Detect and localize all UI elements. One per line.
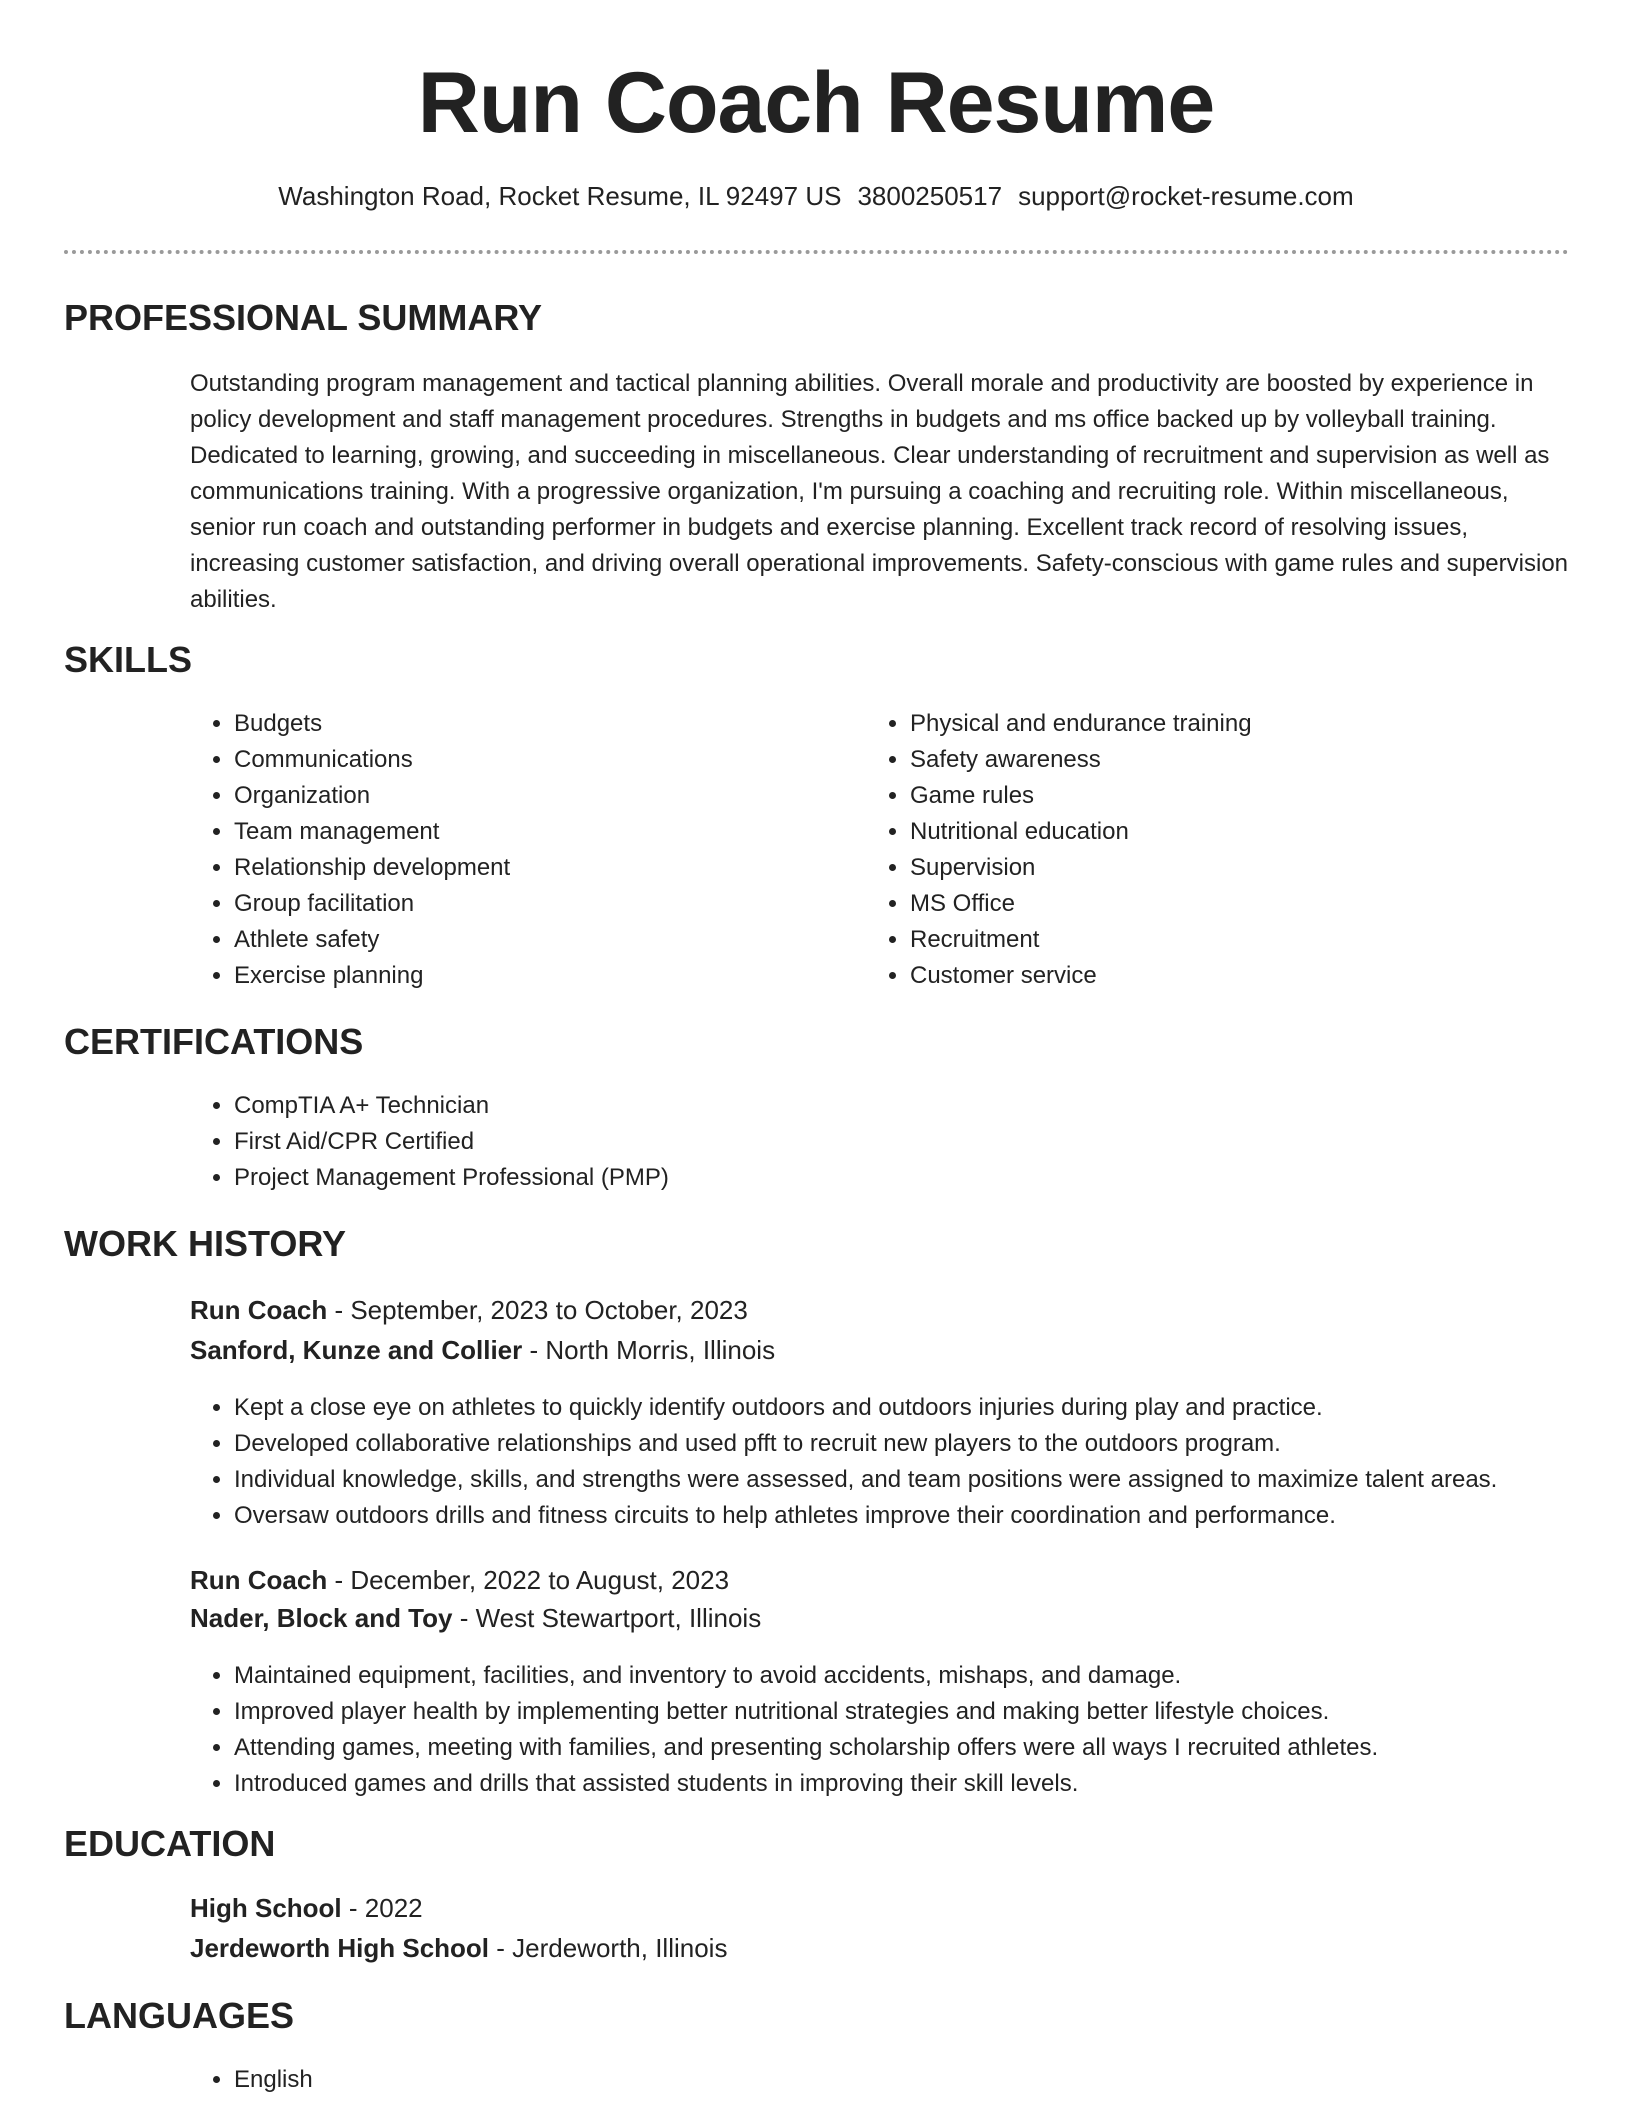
- list-item: • Oversaw outdoors drills and fitness circuits to help athletes improve their coordination and performance.: [234, 1498, 1632, 1534]
- list-item: • Physical and endurance training: [910, 706, 1610, 742]
- job-bullets: [190, 1390, 1632, 1534]
- list-item: • Introduced games and drills that assisted students in improving their skill levels.: [234, 1766, 1632, 1802]
- education-degree-line: [190, 1892, 423, 1926]
- job-location: - North Morris, Illinois: [522, 1335, 776, 1365]
- education-school-line: [190, 1932, 727, 1966]
- list-item: • First Aid/CPR Certified: [234, 1124, 1534, 1160]
- job-company-line: [190, 1334, 775, 1368]
- job-dates: - September, 2023 to October, 2023: [327, 1295, 748, 1325]
- job-title: Run Coach: [190, 1565, 328, 1595]
- list-item: • CompTIA A+ Technician: [234, 1088, 1534, 1124]
- job-company: Sanford, Kunze and Collier: [190, 1335, 523, 1365]
- list-item: • Kept a close eye on athletes to quickly identify outdoors and outdoors injuries during play and practice.: [234, 1390, 1632, 1426]
- list-item: • Team management: [234, 814, 834, 850]
- job-dates: - December, 2022 to August, 2023: [327, 1565, 730, 1595]
- list-item: • Attending games, meeting with families, and presenting scholarship offers were all ways I recruited athletes.: [234, 1730, 1632, 1766]
- section-heading-skills: SKILLS: [64, 639, 193, 680]
- list-item: • Developed collaborative relationships and used pfft to recruit new players to the outdoors program.: [234, 1426, 1632, 1462]
- summary-text: Outstanding program management and tactical planning abilities. Overall morale and productivity are boosted by experience in policy development and staff management procedures. Strengths in budgets and ms office backed up by volleyball training. Dedicated to learning, growing, and succeeding in miscellaneous. Clear understanding of recruitment and supervision as well as communications training. With a progressive organization, I'm pursuing a coaching and recruiting role. Within miscellaneous, senior run coach and outstanding performer in budgets and exercise planning. Excellent track record of resolving issues, increasing customer satisfaction, and driving overall operational improvements. Safety-conscious with game rules and supervision abilities.: [190, 370, 1569, 613]
- education-location: - Jerdeworth, Illinois: [489, 1933, 728, 1963]
- contact-address: Washington Road, Rocket Resume, IL 92497 US: [278, 181, 842, 211]
- education-degree: High School: [190, 1893, 342, 1923]
- contact-phone: 3800250517: [857, 181, 1003, 211]
- list-item: • Budgets: [234, 706, 834, 742]
- job-company-line: [190, 1602, 761, 1636]
- section-heading-languages: LANGUAGES: [64, 1995, 295, 2036]
- job-title-line: [190, 1294, 748, 1328]
- section-heading-certifications: CERTIFICATIONS: [64, 1021, 364, 1062]
- list-item: • Maintained equipment, facilities, and inventory to avoid accidents, mishaps, and damage.: [234, 1658, 1632, 1694]
- list-item: • Relationship development: [234, 850, 834, 886]
- job-company: Nader, Block and Toy: [190, 1603, 453, 1633]
- list-item: • Individual knowledge, skills, and strengths were assessed, and team positions were assigned to maximize talent areas.: [234, 1462, 1632, 1498]
- list-item: • Nutritional education: [910, 814, 1610, 850]
- list-item: • Game rules: [910, 778, 1610, 814]
- list-item: • Project Management Professional (PMP): [234, 1160, 1534, 1196]
- list-item: • Organization: [234, 778, 834, 814]
- skills-list-left: [190, 706, 834, 994]
- job-bullets: [190, 1658, 1632, 1802]
- list-item: • English: [234, 2062, 834, 2098]
- education-school: Jerdeworth High School: [190, 1933, 490, 1963]
- languages-list: [190, 2062, 834, 2098]
- section-heading-work-history: WORK HISTORY: [64, 1223, 347, 1264]
- list-item: • Improved player health by implementing better nutritional strategies and making better lifestyle choices.: [234, 1694, 1632, 1730]
- resume-title: Run Coach Resume: [417, 55, 1215, 151]
- job-location: - West Stewartport, Illinois: [452, 1603, 762, 1633]
- section-heading-summary: PROFESSIONAL SUMMARY: [64, 297, 543, 338]
- list-item: • Group facilitation: [234, 886, 834, 922]
- skills-list-right: [866, 706, 1610, 994]
- job-title: Run Coach: [190, 1295, 328, 1325]
- list-item: • Safety awareness: [910, 742, 1610, 778]
- list-item: • Communications: [234, 742, 834, 778]
- list-item: • Exercise planning: [234, 958, 834, 994]
- contact-line: [0, 180, 1632, 214]
- list-item: • Supervision: [910, 850, 1610, 886]
- certifications-list: [190, 1088, 1534, 1196]
- header-divider: [64, 250, 1569, 254]
- job-title-line: [190, 1564, 729, 1598]
- list-item: • Customer service: [910, 958, 1610, 994]
- list-item: • MS Office: [910, 886, 1610, 922]
- education-year: - 2022: [341, 1893, 423, 1923]
- list-item: • Athlete safety: [234, 922, 834, 958]
- section-heading-education: EDUCATION: [64, 1823, 276, 1864]
- list-item: • Recruitment: [910, 922, 1610, 958]
- contact-email[interactable]: support@rocket-resume.com: [1018, 181, 1354, 211]
